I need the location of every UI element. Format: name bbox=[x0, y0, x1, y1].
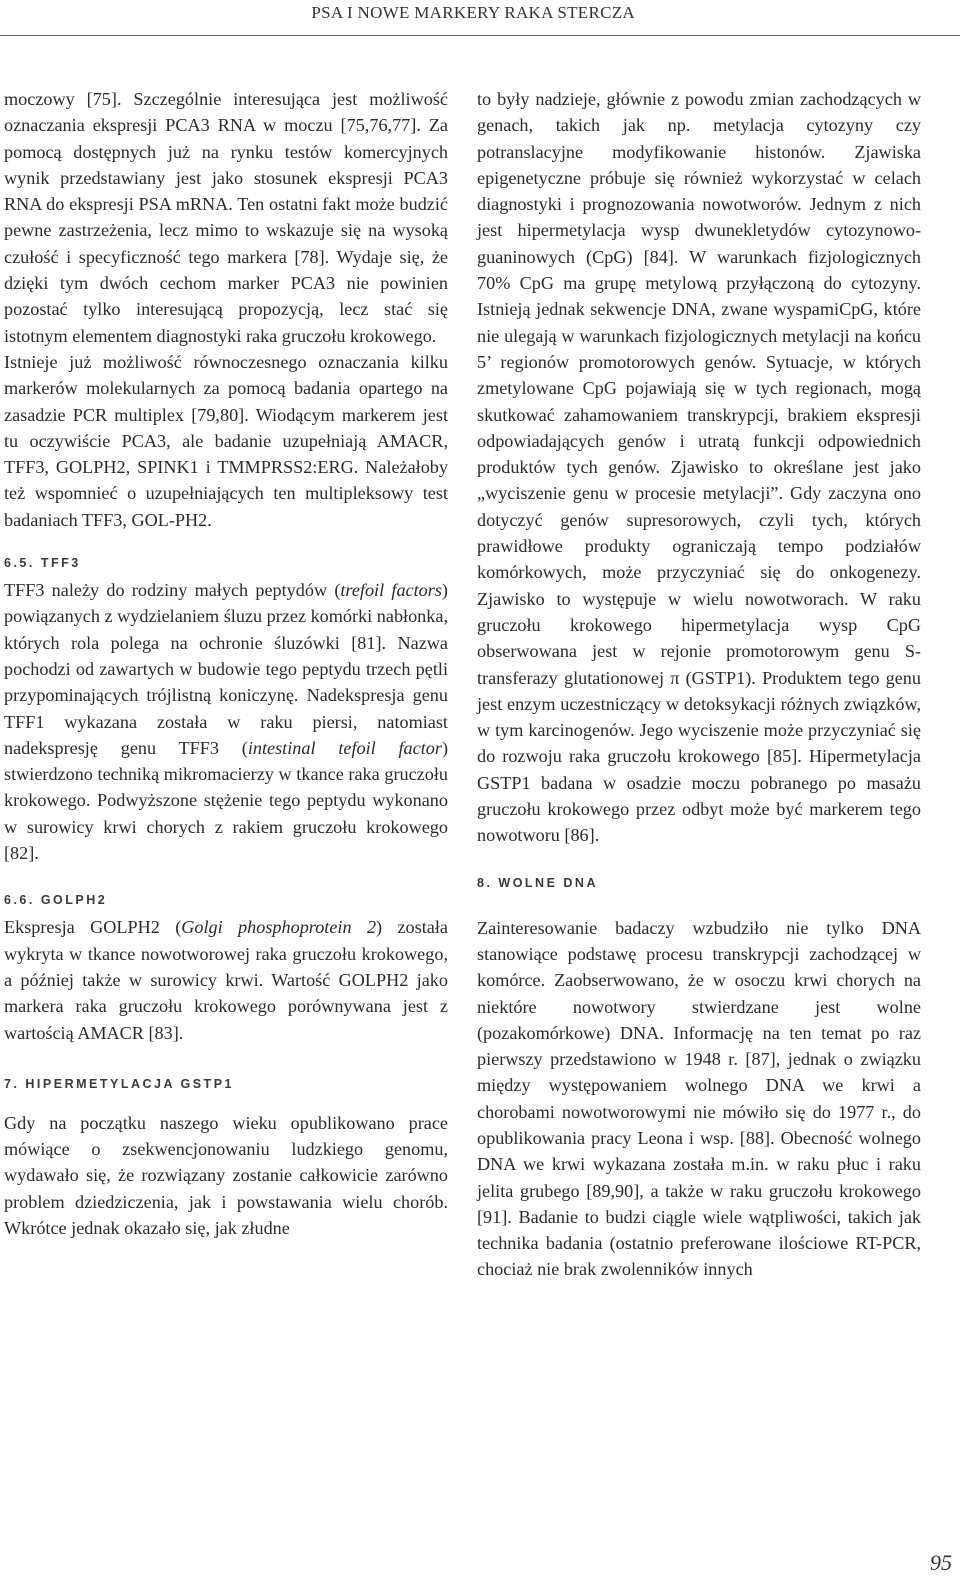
tff3-text-b: ) powiązanych z wydzielaniem śluzu przez komórki nabłonka, których rola polega na ochronie śluzówki [81]. Nazwa pochodzi od zawartych w budowie tego peptydu trzech pętli przypominających trójlistną koniczynę. Nadekspresja genu TFF1 wykazana została w raku piersi, natomiast nadekspresję genu TFF3 ( bbox=[4, 580, 448, 758]
header-rule bbox=[0, 35, 960, 36]
tff3-term-intestinal: intestinal tefoil factor bbox=[247, 737, 442, 758]
golph2-term: Golgi phosphoprotein 2 bbox=[181, 917, 377, 938]
paragraph-epigenetics: to były nadzieje, głównie z powodu zmian zachodzących w genach, takich jak np. metylacja cytozyny czy potranslacyjne modyfikowanie histonów. Zjawiska epigenetyczne próbuje się również wykorzystać w celach diagnostyki i prognozowania nowotworów. Jednym z nich jest hipermetylacja wysp dwunekletydów cytozynowo-guaninowych (CpG) [84]. W warunkach fizjologicznych 70% CpG ma grupę metylową przyłączoną do cytozyny. Istnieją jednak sekwencje DNA, zwane wyspamiCpG, które nie ulegają w warunkach fizjologicznych metylacji na końcu 5’ regionów promotorowych genów. Sytuacje, w których zmetylowane CpG pojawiają się w tych regionach, mogą skutkować zahamowaniem transkrypcji, brakiem ekspresji odpowiadających genów i utratą funkcji odpowiednich produktów tych genów. Zjawisko to określane jest jako „wyciszenie genu w procesie metylacji”. Gdy zaczyna ono dotyczyć genów supresorowych, czyli tych, których prawidłowe produkty ograniczają tempo podziałów komórkowych, może przyczyniać się do onkogenezy. Zjawisko to występuje w wielu nowotworach. W raku gruczołu krokowego hipermetylacja wysp CpG obserwowana jest w rejonie promotorowym genu S-transferazy glutationowej π (GSTP1). Produktem tego genu jest enzym uczestniczący w detoksykacji różnych związków, w tym karcinogenów. Jego wyciszenie może przyczyniać się do rozwoju raka gruczołu krokowego [85]. Hipermetylacja GSTP1 badana w osadzie moczu pobranego po masażu gruczołu krokowego przez odbyt może być markerem tego nowotworu [86]. bbox=[477, 89, 921, 846]
running-header bbox=[0, 0, 960, 30]
section-heading-6-6-golph2: 6.6. GOLPH2 bbox=[4, 893, 108, 908]
paragraph-pca3-urine: moczowy [75]. Szczególnie interesująca jest możliwość oznaczania ekspresji PCA3 RNA w moczu [75,76,77]. Za pomocą dostępnych już na rynku testów komercyjnych wynik przedstawiany jest jako stosunek ekspresji PCA3 RNA do ekspresji PSA mRNA. Ten ostatni fakt może budzić pewne zastrzeżenia, lecz mimo to wskazuje się na wysoką czułość i specyficzność tego markera [78]. Wydaje się, że dzięki tym dwóch cechom marker PCA3 nie powinien pozostać tylko interesującą propozycją, lecz stać się istotnym elementem diagnostyki raka gruczołu krokowego. bbox=[4, 89, 448, 346]
tff3-term-trefoil: trefoil factors bbox=[340, 580, 442, 601]
tff3-text-c: ) stwierdzono techniką mikromacierzy w tkance raka gruczołu krokowego. Podwyższone stężenie tego peptydu wykonano w surowicy krwi chorych z rakiem gruczołu krokowego [82]. bbox=[4, 737, 448, 864]
section-heading-8-free-dna: 8. WOLNE DNA bbox=[477, 875, 598, 890]
paragraph-tff3 bbox=[4, 577, 448, 866]
right-column bbox=[477, 86, 921, 1283]
running-title: PSA I NOWE MARKERY RAKA STERCZA bbox=[311, 3, 635, 22]
paragraph-free-dna: Zainteresowanie badaczy wzbudziło nie tylko DNA stanowiące podstawę procesu transkrypcji zachodzącej w komórce. Zaobserwowano, że w osoczu krwi chorych na niektóre nowotwory stwierdzane jest wolne (pozakomórkowe) DNA. Informację na ten temat po raz pierwszy przedstawiono w 1948 r. [87], jednak o związku między występowaniem wolnego DNA we krwi a chorobami nowotworowymi nie mówiło się do 1977 r., do opublikowania pracy Leona i wsp. [88]. Obecność wolnego DNA we krwi wykazana została m.in. w raku płuc i raku jelita grubego [89,90], a także w raku gruczołu krokowego [91]. Badanie to budzi ciągle wiele wątpliwości, takich jak technika badania (ostatnio preferowane ilościowe RT-PCR, chociaż nie brak zwolenników innych bbox=[477, 917, 921, 1280]
page-number: 95 bbox=[930, 1550, 952, 1575]
section-heading-6-5-tff3: 6.5. TFF3 bbox=[4, 556, 81, 571]
golph2-text-b: ) została wykryta w tkance nowotworowej raka gruczołu krokowego, a później także w surowicy krwi. Wartość GOLPH2 jako markera raka gruczołu krokowego porównywana jest z wartością AMACR [83]. bbox=[4, 917, 448, 1043]
paragraph-pcr-multiplex: Istnieje już możliwość równoczesnego oznaczania kilku markerów molekularnych za pomocą badania opartego na zasadzie PCR multiplex [79,80]. Wiodącym markerem jest tu oczywiście PCA3, ale badanie uzupełniają AMACR, TFF3, GOLPH2, SPINK1 i TMMPRSS2:ERG. Należałoby też wspomnieć o uzupełniających ten multipleksowy test badaniach TFF3, GOL-PH2. bbox=[4, 351, 448, 530]
paragraph-genome: Gdy na początku naszego wieku opublikowano prace mówiące o zsekwencjonowaniu ludzkiego genomu, wydawało się, że rozwiązany zostanie całkowicie zarówno problem dziedziczenia, jak i powstawania wielu chorób. Wkrótce jednak okazało się, jak złudne bbox=[4, 1112, 448, 1238]
section-heading-7-gstp1: 7. HIPERMETYLACJA GSTP1 bbox=[4, 1076, 234, 1091]
golph2-text-a: Ekspresja GOLPH2 ( bbox=[4, 917, 182, 938]
left-column bbox=[4, 86, 448, 1241]
tff3-text-a: TFF3 należy do rodziny małych peptydów ( bbox=[4, 580, 341, 601]
paragraph-golph2 bbox=[4, 914, 448, 1045]
